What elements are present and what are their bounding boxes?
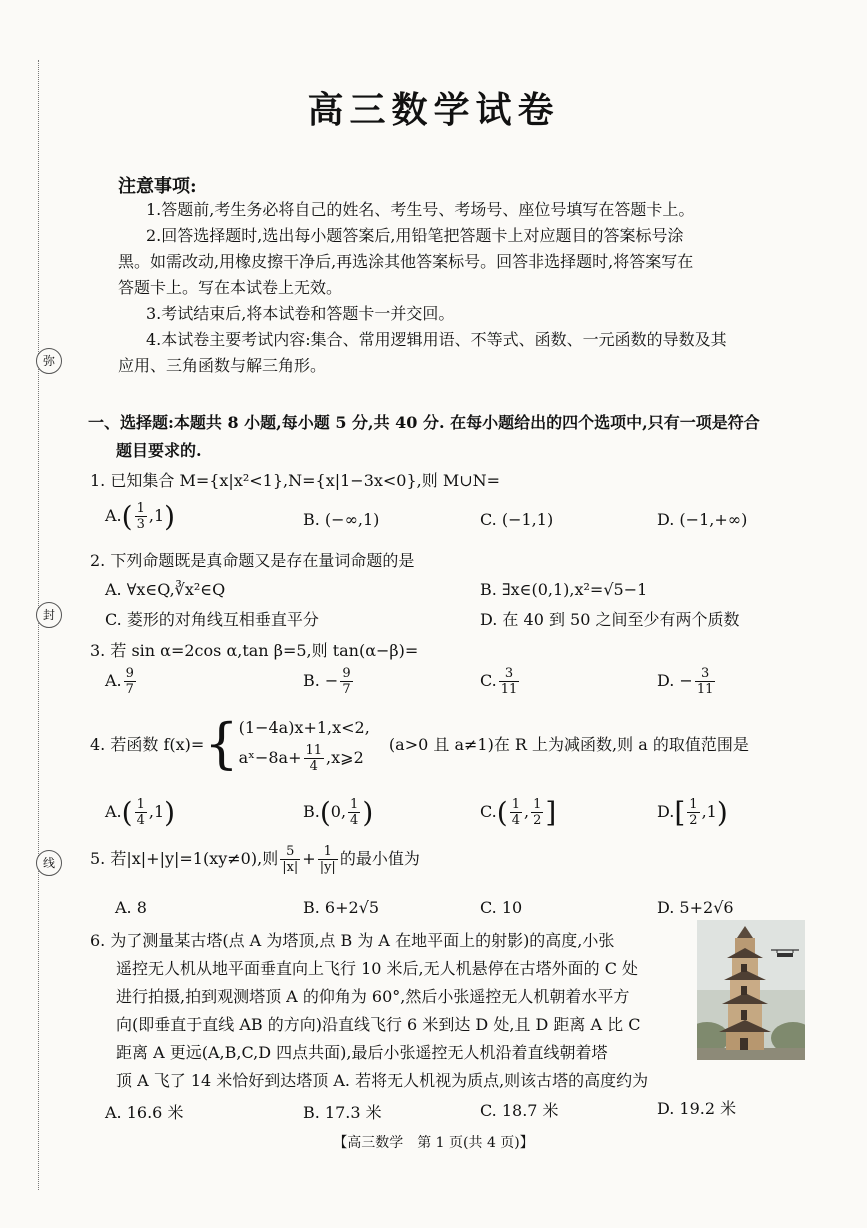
question-6-line: 遥控无人机从地平面垂直向上飞行 10 米后,无人机悬停在古塔外面的 C 处 <box>116 959 639 978</box>
q2-option-d: D. 在 40 到 50 之间至少有两个质数 <box>480 610 740 629</box>
page-title: 高三数学试卷 <box>307 89 560 131</box>
notice-item: 答题卡上。写在本试卷上无效。 <box>118 278 343 297</box>
q4-option-b: B.(0, $\frac{1}{4}$ ) <box>303 796 374 829</box>
q5-option-a: A. 8 <box>115 898 147 917</box>
question-4: 4. 若函数 f(x)={ (1−4a)x+1,x<2, aˣ−8a+ $\frac{11}{4}$ ,x⩾2 (a>0 且 a≠1)在 R 上为减函数,则 a 的取值范围是 <box>90 712 749 775</box>
notice-item: 4.本试卷主要考试内容:集合、常用逻辑用语、不等式、函数、一元函数的导数及其 <box>146 330 727 349</box>
question-6-line: 进行拍摄,拍到观测塔顶 A 的仰角为 60°,然后小张遥控无人机朝着水平方 <box>116 987 630 1006</box>
q1-option-c: C. (−1,1) <box>480 510 554 529</box>
q3-option-a: A. $\frac{9}{7}$ <box>105 666 134 697</box>
section-heading: 一、选择题:本题共 8 小题,每小题 5 分,共 40 分. 在每小题给出的四个选项中,只有一项是符合 <box>88 413 760 432</box>
q4-option-a: A.( $\frac{1}{4}$ ,1) <box>105 796 176 829</box>
q1-option-a: A.( $\frac{1}{3}$ ,1) <box>105 500 176 533</box>
q6-option-b: B. 17.3 米 <box>303 1103 382 1122</box>
notice-item: 应用、三角函数与解三角形。 <box>118 356 327 375</box>
q4-option-c: C.( $\frac{1}{4}$ , $\frac{1}{2}$ ] <box>480 796 557 829</box>
q6-option-d: D. 19.2 米 <box>657 1099 737 1118</box>
question-2: 2. 下列命题既是真命题又是存在量词命题的是 <box>90 551 415 570</box>
q1-option-d: D. (−1,+∞) <box>657 510 748 529</box>
margin-mark-xian: 线 <box>36 850 62 876</box>
q6-option-a: A. 16.6 米 <box>105 1103 184 1122</box>
question-1: 1. 已知集合 M={x|x²<1},N={x|1−3x<0},则 M∪N= <box>90 471 501 490</box>
q6-option-c: C. 18.7 米 <box>480 1101 559 1120</box>
margin-mark-feng: 封 <box>36 602 62 628</box>
section-heading-cont: 题目要求的. <box>116 441 202 460</box>
q3-option-b: B. − $\frac{9}{7}$ <box>303 666 351 697</box>
q3-option-c: C. $\frac{3}{11}$ <box>480 666 518 697</box>
margin-mark-mi: 弥 <box>36 348 62 374</box>
q1-option-b: B. (−∞,1) <box>303 510 380 529</box>
question-5: 5. 若|x|+|y|=1(xy≠0),则 $\frac{5}{|x|}$ + $\frac{1}{|y|}$ 的最小值为 <box>90 844 420 875</box>
q4-option-d: D.[ $\frac{1}{2}$ ,1) <box>657 796 728 829</box>
question-6-line: 向(即垂直于直线 AB 的方向)沿直线飞行 6 米到达 D 处,且 D 距离 A 比 C <box>116 1015 641 1034</box>
q5-option-c: C. 10 <box>480 898 523 917</box>
question-3: 3. 若 sin α=2cos α,tan β=5,则 tan(α−β)= <box>90 641 419 660</box>
binding-dotted-line <box>38 60 39 1190</box>
question-6-line: 顶 A 飞了 14 米恰好到达塔顶 A. 若将无人机视为质点,则该古塔的高度约为 <box>116 1071 649 1090</box>
q3-option-d: D. − $\frac{3}{11}$ <box>657 666 714 697</box>
notice-item: 3.考试结束后,将本试卷和答题卡一并交回。 <box>146 304 455 323</box>
q5-option-d: D. 5+2√6 <box>657 898 734 917</box>
pagoda-drone-image <box>697 920 805 1060</box>
q2-option-a: A. ∀x∈Q,∛x²∈Q <box>105 580 226 599</box>
question-6-line: 6. 为了测量某古塔(点 A 为塔顶,点 B 为 A 在地平面上的射影)的高度,小张 <box>90 931 615 950</box>
q5-option-b: B. 6+2√5 <box>303 898 380 917</box>
notice-heading: 注意事项: <box>118 176 197 197</box>
q2-option-b: B. ∃x∈(0,1),x²=√5−1 <box>480 580 648 599</box>
question-6-line: 距离 A 更远(A,B,C,D 四点共面),最后小张遥控无人机沿着直线朝着塔 <box>116 1043 608 1062</box>
notice-item: 黑。如需改动,用橡皮擦干净后,再选涂其他答案标号。回答非选择题时,将答案写在 <box>118 252 694 271</box>
notice-item: 1.答题前,考生务必将自己的姓名、考生号、考场号、座位号填写在答题卡上。 <box>146 200 695 219</box>
notice-item: 2.回答选择题时,选出每小题答案后,用铅笔把答题卡上对应题目的答案标号涂 <box>146 226 684 245</box>
q2-option-c: C. 菱形的对角线互相垂直平分 <box>105 610 319 629</box>
page-footer: 【高三数学 第 1 页(共 4 页)】 <box>333 1135 534 1151</box>
